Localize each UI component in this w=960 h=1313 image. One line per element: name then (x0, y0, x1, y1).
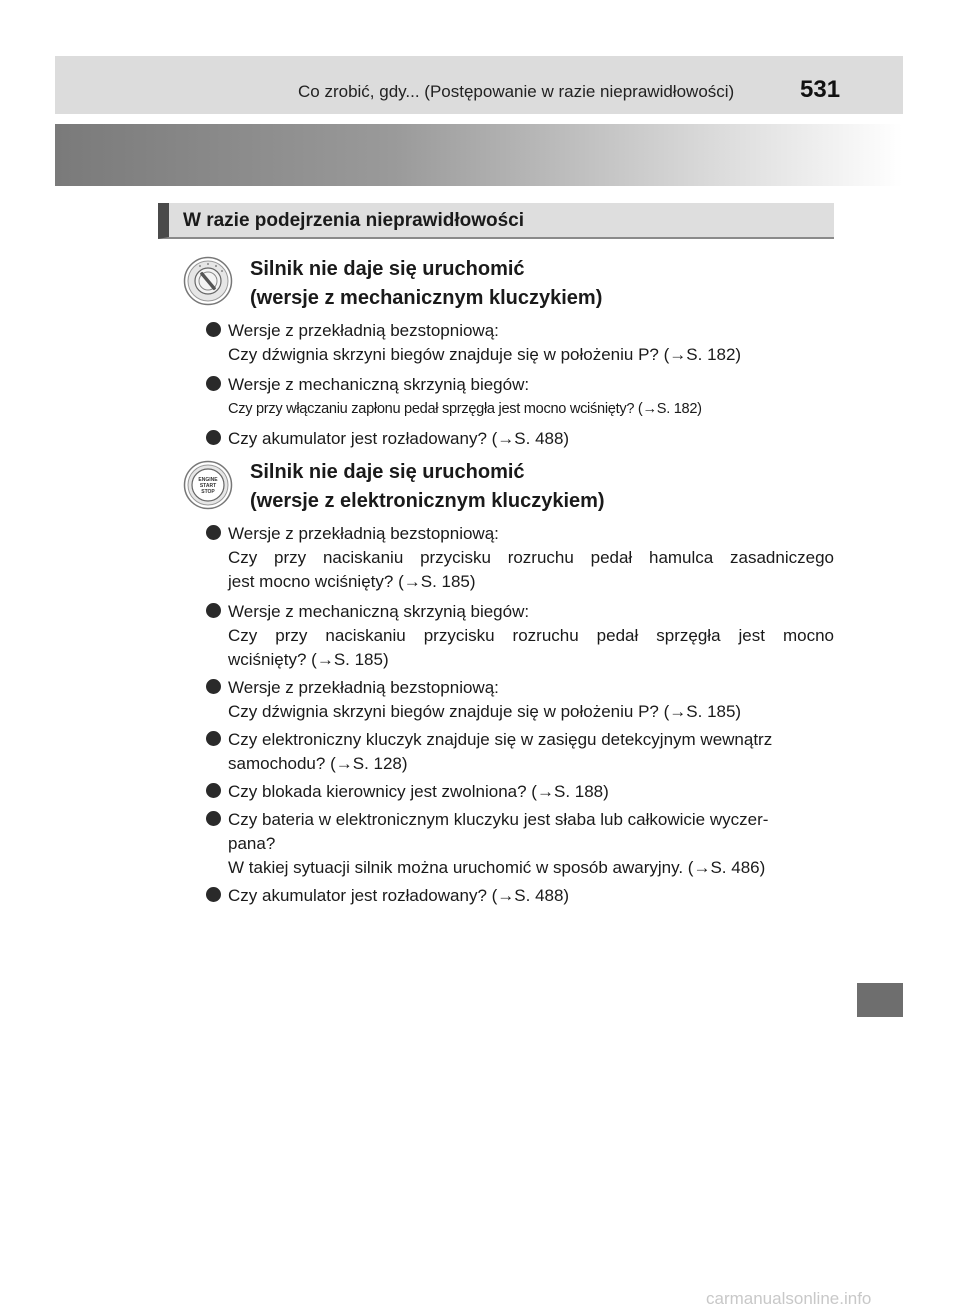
bullet-icon (206, 731, 221, 746)
arrow-right-icon: → (642, 401, 657, 417)
section-heading-bar (158, 203, 834, 239)
subsection-heading-smart: Silnik nie daje się uruchomić (wersje z elektronicznym kluczykiem) (250, 461, 605, 512)
arrow-right-icon: → (316, 650, 334, 669)
list-item: Wersje z mechaniczną skrzynią biegów: Czy przy włączaniu zapłonu pedał sprzęgła jest mocno wciśnięty? (→S. 182) (206, 373, 834, 421)
list-item: Czy elektroniczny kluczyk znajduje się w zasięgu detekcyjnym wewnątrz samochodu? (→S. 128) (206, 728, 834, 776)
chapter-tab (857, 983, 903, 1017)
list-item: Wersje z mechaniczną skrzynią biegów: Czy przy naciskaniu przycisku rozruchu pedał sprzęgła jest mocno wciśnięty? (→S. 185) (206, 600, 834, 672)
list-item: Wersje z przekładnią bezstopniową: Czy dźwignia skrzyni biegów znajduje się w położeniu P? (→S. 185) (206, 676, 834, 724)
section-title: W razie podejrzenia nieprawidłowości (183, 210, 525, 231)
svg-text:STOP: STOP (201, 489, 215, 495)
arrow-right-icon: → (536, 782, 554, 801)
bullet-icon (206, 322, 221, 337)
bullet-icon (206, 887, 221, 902)
svg-text:ENGINE: ENGINE (198, 477, 218, 483)
list-item: Wersje z przekładnią bezstopniową: Czy przy naciskaniu przycisku rozruchu pedał hamulca zasadniczego jest mocno wciśnięty? (→S. 185) (206, 522, 834, 594)
subsection-heading-mechanical: Silnik nie daje się uruchomić (wersje z mechanicznym kluczykiem) (250, 258, 603, 309)
list-item: Czy bateria w elektronicznym kluczyku jest słaba lub całkowicie wyczer- pana? W takiej sytuacji silnik można uruchomić w sposób awaryjny. (→S. 486) (206, 808, 834, 880)
list-item: Czy akumulator jest rozładowany? (→S. 488) (206, 427, 834, 451)
arrow-right-icon: → (497, 886, 515, 905)
list-item: Wersje z przekładnią bezstopniową: Czy dźwignia skrzyni biegów znajduje się w położeniu P? (→S. 182) (206, 319, 834, 367)
page-number: 531 (800, 76, 841, 103)
list-item: Czy blokada kierownicy jest zwolniona? (→S. 188) (206, 780, 834, 804)
arrow-right-icon: → (403, 572, 421, 591)
arrow-right-icon: → (497, 429, 515, 448)
arrow-right-icon: → (669, 345, 687, 364)
bullet-icon (206, 679, 221, 694)
bullet-icon (206, 603, 221, 618)
bullet-icon (206, 811, 221, 826)
bullet-icon (206, 525, 221, 540)
arrow-right-icon: → (669, 702, 687, 721)
bullet-icon (206, 430, 221, 445)
svg-text:START: START (199, 483, 217, 489)
list-item: Czy akumulator jest rozładowany? (→S. 488) (206, 884, 834, 908)
ignition-switch-icon (183, 256, 233, 306)
watermark: carmanualsonline.info (706, 1289, 872, 1308)
bullet-icon (206, 376, 221, 391)
arrow-right-icon: → (693, 858, 711, 877)
engine-start-stop-icon (183, 460, 233, 510)
arrow-right-icon: → (335, 754, 353, 773)
chapter-band (55, 124, 903, 186)
bullet-icon (206, 783, 221, 798)
header-title: Co zrobić, gdy... (Postępowanie w razie nieprawidłowości) (298, 82, 735, 101)
